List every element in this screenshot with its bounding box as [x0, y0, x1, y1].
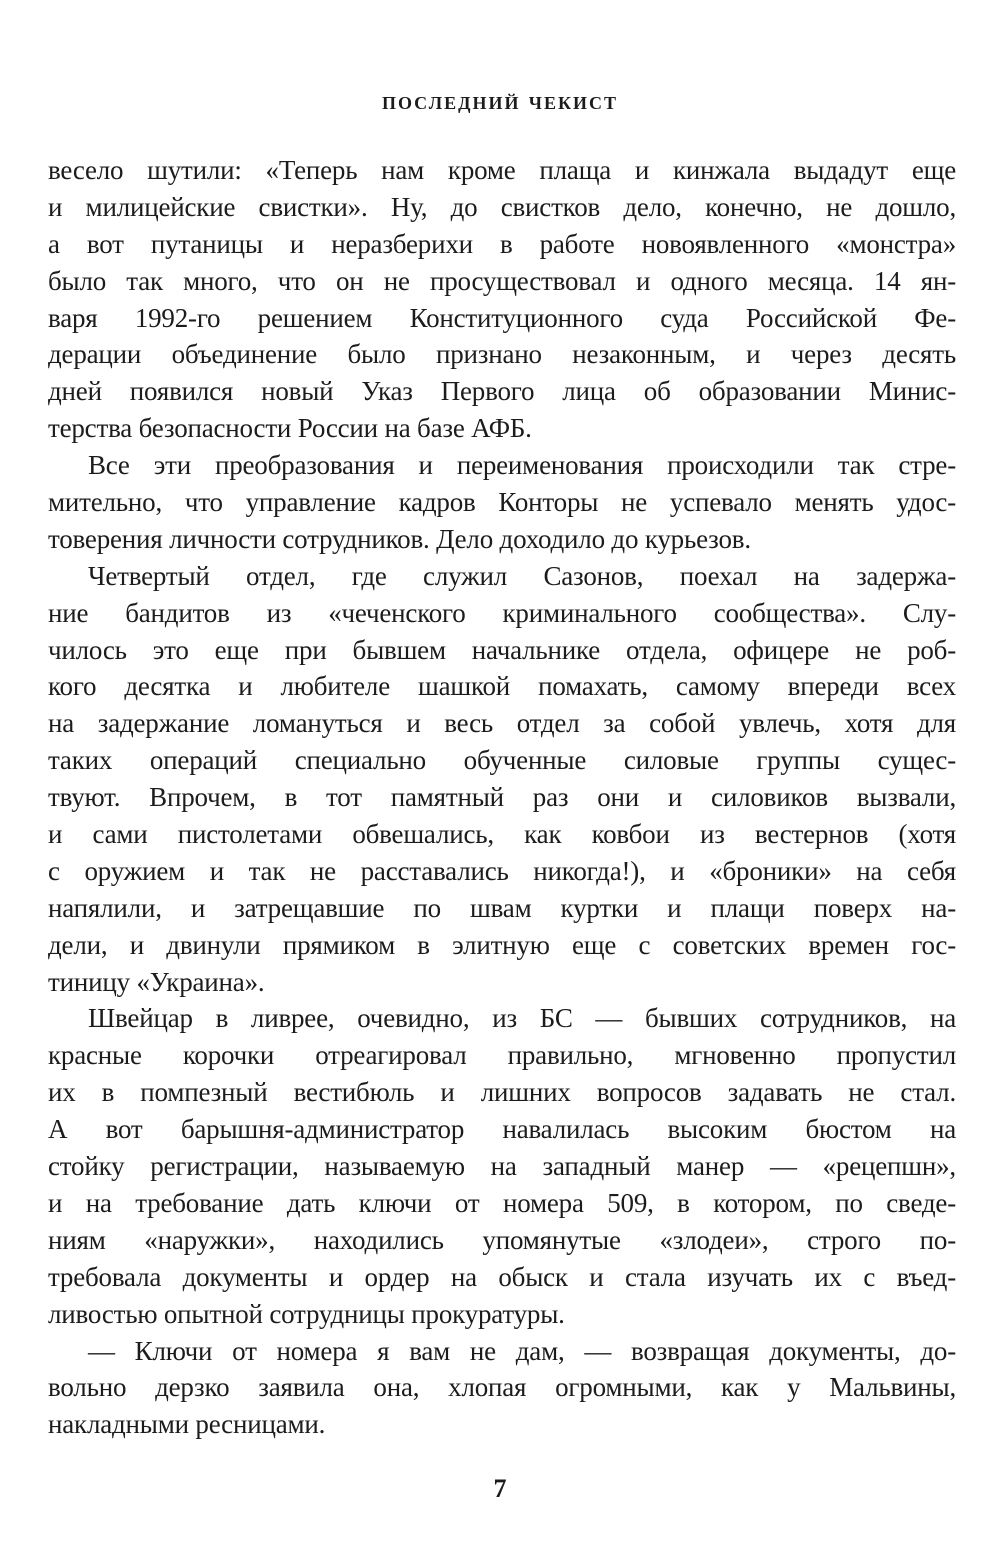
text-line: их в помпезный вестибюль и лишних вопросов задавать не стал.	[48, 1077, 956, 1108]
text-line: тиницу «Украина».	[48, 966, 265, 997]
text-line: Швейцар в ливрее, очевидно, из БС — бывших сотрудников, на	[88, 1003, 956, 1034]
text-line: чилось это еще при бывшем начальнике отдела, офицере не роб-	[48, 634, 956, 665]
text-line: А вот барышня-администратор навалилась высоким бюстом на	[48, 1114, 956, 1145]
paragraph	[48, 152, 956, 447]
paragraph	[48, 1333, 956, 1444]
running-header: последний чекист	[381, 88, 619, 115]
paragraph	[48, 1000, 956, 1332]
text-line: стойку регистрации, называемую на западный манер — «рецепшн»,	[48, 1151, 956, 1182]
paragraph	[48, 447, 956, 558]
text-line: с оружием и так не расставались никогда!), и «броники» на себя	[48, 855, 956, 886]
text-line: Все эти преобразования и переименования происходили так стре-	[88, 450, 956, 481]
text-line: дерации объединение было признано незаконным, и через десять	[48, 339, 956, 370]
text-line: ниям «наружки», находились упомянутые «злодеи», строго по-	[48, 1224, 956, 1255]
text-line: красные корочки отреагировал правильно, мгновенно пропустил	[48, 1040, 956, 1071]
text-line: ливостью опытной сотрудницы прокуратуры.	[48, 1298, 565, 1329]
page-body	[48, 152, 956, 1443]
text-line: вольно дерзко заявила она, хлопая огромными, как у Мальвины,	[48, 1372, 956, 1403]
text-line: твуют. Впрочем, в тот памятный раз они и силовиков вызвали,	[48, 782, 956, 813]
paragraph	[48, 558, 956, 1001]
text-line: а вот путаницы и неразберихи в работе новоявленного «монстра»	[48, 228, 956, 259]
text-line: на задержание ломануться и весь отдел за собой увлечь, хотя для	[48, 708, 956, 739]
text-line: дели, и двинули прямиком в элитную еще с советских времен гос-	[48, 929, 956, 960]
text-line: было так много, что он не просуществовал и одного месяца. 14 ян-	[48, 265, 956, 296]
text-line: ние бандитов из «чеченского криминального сообщества». Слу-	[48, 597, 956, 628]
text-line: и милицейские свистки». Ну, до свистков дело, конечно, не дошло,	[48, 191, 956, 222]
text-line: мительно, что управление кадров Конторы не успевало менять удос-	[48, 487, 956, 518]
text-line: весело шутили: «Теперь нам кроме плаща и кинжала выдадут еще	[48, 155, 956, 185]
text-line: требовала документы и ордер на обыск и стала изучать их с въед-	[48, 1261, 956, 1292]
text-line: накладными ресницами.	[48, 1409, 326, 1440]
text-line: Четвертый отдел, где служил Сазонов, поехал на задержа-	[88, 560, 956, 591]
text-line: напялили, и затрещавшие по швам куртки и плащи поверх на-	[48, 892, 956, 923]
text-line: варя 1992-го решением Конституционного суда Российской Фе-	[48, 302, 956, 333]
text-line: терства безопасности России на базе АФБ.	[48, 413, 532, 444]
text-line: и сами пистолетами обвешались, как ковбои из вестернов (хотя	[48, 819, 956, 850]
text-line: — Ключи от номера я вам не дам, — возвращая документы, до-	[88, 1335, 956, 1366]
text-line: таких операций специально обученные силовые группы сущес-	[48, 745, 956, 776]
text-line: кого десятка и любителе шашкой помахать, самому впереди всех	[48, 671, 956, 702]
text-line: и на требование дать ключи от номера 509, в котором, по сведе-	[48, 1187, 956, 1218]
text-line: товерения личности сотрудников. Дело доходило до курьезов.	[48, 523, 751, 554]
text-line: дней появился новый Указ Первого лица об образовании Минис-	[48, 376, 956, 407]
page-number: 7	[493, 1474, 507, 1503]
